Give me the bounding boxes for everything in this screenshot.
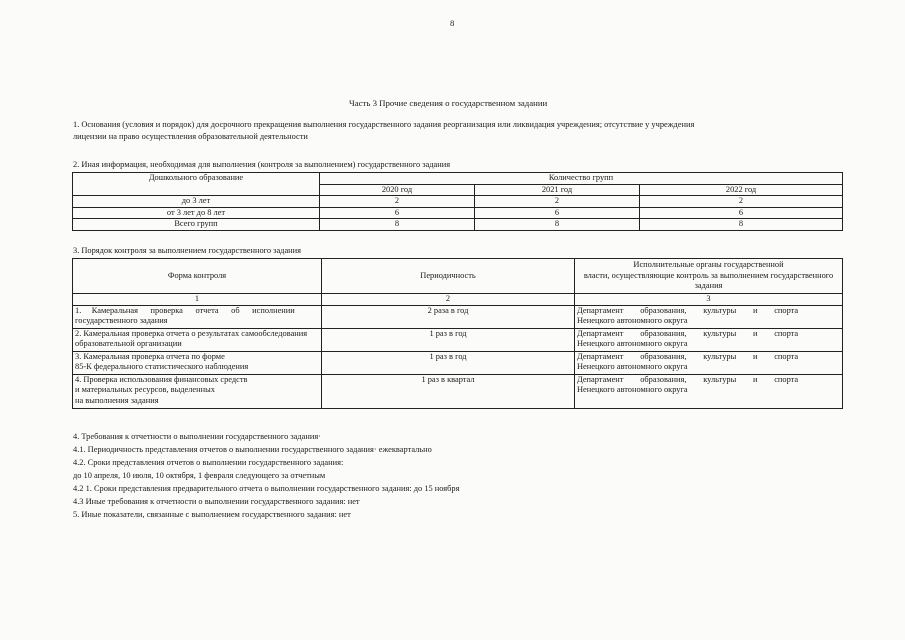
row-label: от 3 лет до 8 лет bbox=[73, 207, 320, 219]
form-line: 1. Камеральная проверка отчета об исполнении bbox=[75, 305, 295, 315]
table-row bbox=[73, 351, 843, 374]
form-line: на выполнения задания bbox=[75, 395, 159, 405]
section-5: 5. Иные показатели, связанные с выполнением государственного задания: нет bbox=[73, 510, 351, 519]
cell-value: 2 bbox=[320, 196, 475, 208]
body-cell bbox=[575, 351, 843, 374]
body-line: Департамент образования, культуры и спорта bbox=[577, 328, 799, 338]
body-line: Департамент образования, культуры и спорта bbox=[577, 374, 799, 384]
header-bodies-line-3: задания bbox=[694, 281, 723, 291]
form-line: 3. Камеральная проверка отчета по форме bbox=[75, 351, 225, 361]
period-cell: 1 раз в год bbox=[322, 351, 575, 374]
section-1-line-1: 1. Основания (условия и порядок) для досрочного прекращения выполнения государственного задания реорганизация или ликвидация учреждения; отсутствие у учреждения bbox=[73, 120, 695, 129]
section-1-line-2: лицензии на право осуществления образовательной деятельности bbox=[73, 131, 308, 141]
table-row bbox=[73, 219, 843, 231]
body-line: Департамент образования, культуры и спорта bbox=[577, 305, 799, 315]
body-line: Ненецкого автономного округа bbox=[577, 385, 688, 394]
row-label: Всего групп bbox=[73, 219, 320, 231]
header-bodies bbox=[575, 259, 843, 294]
cell-value: 6 bbox=[640, 207, 843, 219]
header-year: 2021 год bbox=[475, 184, 640, 196]
section-2-heading: 2. Иная информация, необходимая для выполнения (контроля за выполнением) государственного задания bbox=[73, 160, 451, 169]
header-form: Форма контроля bbox=[73, 259, 322, 294]
header-bodies-line-1: Исполнительные органы государственной bbox=[633, 260, 784, 270]
table-header-row bbox=[73, 173, 843, 185]
section-4-2-dates: до 10 апреля, 10 июля, 10 октября, 1 февраля следующего за отчетным bbox=[73, 471, 326, 480]
page-number: 8 bbox=[450, 18, 455, 28]
body-cell bbox=[575, 374, 843, 408]
form-line: 2. Камеральная проверка отчета о результатах самообследования bbox=[75, 328, 308, 338]
cell-value: 2 bbox=[640, 196, 843, 208]
cell-value: 8 bbox=[320, 219, 475, 231]
section-3-heading: 3. Порядок контроля за выполнением государственного задания bbox=[73, 246, 301, 255]
cell-value: 2 bbox=[475, 196, 640, 208]
index-cell: 2 bbox=[322, 294, 575, 306]
cell-value: 6 bbox=[475, 207, 640, 219]
table-row bbox=[73, 374, 843, 408]
body-line: Департамент образования, культуры и спорта bbox=[577, 351, 799, 361]
period-cell: 2 раза в год bbox=[322, 305, 575, 328]
table-row bbox=[73, 328, 843, 351]
table-row bbox=[73, 305, 843, 328]
table-header-row bbox=[73, 259, 843, 294]
header-year: 2020 год bbox=[320, 184, 475, 196]
section-4-3: 4.3 Иные требования к отчетности о выполнении государственного задания: нет bbox=[73, 497, 360, 506]
section-4-2: 4.2. Сроки представления отчетов о выполнении государственного задания: bbox=[73, 458, 344, 467]
part-title: Часть 3 Прочие сведения о государственном задании bbox=[349, 98, 548, 108]
body-line: Ненецкого автономного округа bbox=[577, 316, 688, 325]
section-4-heading: 4. Требования к отчетности о выполнении государственного задания· bbox=[73, 432, 321, 441]
form-line: и материальных ресурсов, выделенных bbox=[75, 385, 215, 394]
cell-value: 8 bbox=[475, 219, 640, 231]
header-category: Дошкольного образование bbox=[73, 173, 320, 196]
body-line: Ненецкого автономного округа bbox=[577, 339, 688, 348]
period-cell: 1 раз в год bbox=[322, 328, 575, 351]
cell-value: 8 bbox=[640, 219, 843, 231]
section-4-2-1: 4.2 1. Сроки представления предварительного отчета о выполнении государственного задания: до 15 ноября bbox=[73, 484, 460, 493]
index-cell: 1 bbox=[73, 294, 322, 306]
body-line: Ненецкого автономного округа bbox=[577, 362, 688, 371]
table-index-row bbox=[73, 294, 843, 306]
cell-value: 6 bbox=[320, 207, 475, 219]
section-4-1: 4.1. Периодичность представления отчетов о выполнении государственного задания· ежеквартально bbox=[73, 445, 432, 454]
control-procedure-table bbox=[72, 258, 843, 409]
section-1-grounds bbox=[73, 119, 813, 142]
form-line: государственного задания bbox=[75, 316, 168, 325]
form-line: 4. Проверка использования финансовых средств bbox=[75, 374, 248, 384]
header-year: 2022 год bbox=[640, 184, 843, 196]
form-cell bbox=[73, 374, 322, 408]
form-line: 85-К федерального статистического наблюдения bbox=[75, 362, 249, 371]
table-row bbox=[73, 196, 843, 208]
form-cell bbox=[73, 305, 322, 328]
body-cell bbox=[575, 328, 843, 351]
header-period: Периодичность bbox=[322, 259, 575, 294]
row-label: до 3 лет bbox=[73, 196, 320, 208]
body-cell bbox=[575, 305, 843, 328]
form-cell bbox=[73, 328, 322, 351]
header-group-count: Количество групп bbox=[320, 173, 843, 185]
form-line: образовательной организации bbox=[75, 339, 182, 348]
group-count-table bbox=[72, 172, 843, 231]
form-cell bbox=[73, 351, 322, 374]
table-row bbox=[73, 207, 843, 219]
period-cell: 1 раз в квартал bbox=[322, 374, 575, 408]
index-cell: 3 bbox=[575, 294, 843, 306]
header-bodies-line-2: власти, осуществляющие контроль за выполнением государственного bbox=[583, 270, 834, 280]
